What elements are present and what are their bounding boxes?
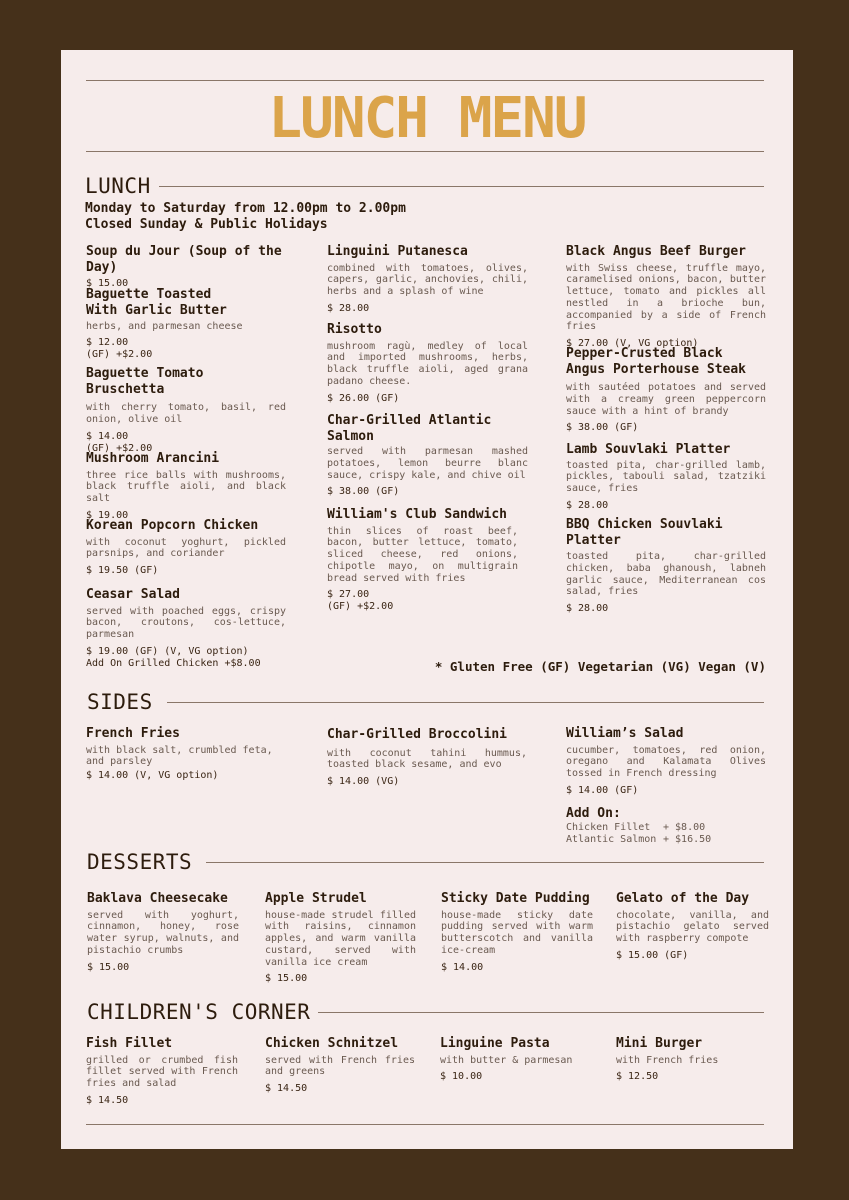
sides-heading-line <box>167 702 764 703</box>
item-description: with Swiss cheese, truffle mayo, caramelised onions, bacon, butter lettuce, tomato and pickles all nestled in a brioche bun, accompanied by a side of French fries <box>566 262 766 333</box>
item-name: Lamb Souvlaki Platter <box>566 442 731 457</box>
item-description: served with French fries and greens <box>265 1054 415 1078</box>
item-name: Mushroom Arancini <box>86 451 220 466</box>
top-divider <box>86 80 764 81</box>
item-price: $ 14.50 <box>86 1094 129 1106</box>
desserts-heading: DESSERTS <box>87 850 193 874</box>
item-description: cucumber, tomatoes, red onion, oregano and Kalamata Olives tossed in French dressing <box>566 744 766 780</box>
item-name: Korean Popcorn Chicken <box>86 518 259 533</box>
item-description: with cherry tomato, basil, red onion, olive oil <box>86 402 286 425</box>
menu-item <box>86 587 286 670</box>
item-name: Baklava Cheesecake <box>87 891 228 906</box>
item-description: toasted pita, char-grilled chicken, baba ghanoush, labneh garlic sauce, Mediterranean cos salad, fries <box>566 551 766 598</box>
sides-section-header <box>87 690 764 714</box>
item-description: mushroom ragù, medley of local and imported mushrooms, herbs, black truffle aioli, aged grana padano cheese. <box>327 340 528 387</box>
addon-heading: Add On: <box>566 806 621 821</box>
bottom-divider <box>86 1124 764 1125</box>
menu-item <box>327 322 528 405</box>
item-description: with black salt, crumbled feta, and parsley <box>86 744 273 768</box>
kids-item <box>440 1036 592 1083</box>
menu-item <box>566 346 766 434</box>
item-price: $ 15.00 <box>87 961 130 973</box>
item-name: Baguette Tomato Bruschetta <box>86 366 204 397</box>
kids-item <box>265 1036 415 1095</box>
addon-price: + $16.50 <box>663 834 712 845</box>
item-price: $ 27.00 <box>327 589 370 601</box>
item-price: $ 15.00 <box>265 973 308 985</box>
item-price: $ 38.00 (GF) <box>327 486 400 498</box>
item-name: Fish Fillet <box>86 1036 173 1051</box>
item-price: $ 28.00 <box>566 499 609 511</box>
item-description: chocolate, vanilla, and pistachio gelato served with raspberry compote <box>616 909 769 945</box>
item-price: $ 28.00 <box>566 603 609 615</box>
item-price: $ 19.00 <box>86 509 129 521</box>
dessert-item <box>616 891 769 962</box>
item-name: Sticky Date Pudding <box>441 891 590 906</box>
item-description: thin slices of roast beef, bacon, butter lettuce, tomato, sliced cheese, red onions, chipotle mayo, on multigrain bread served with fries <box>327 525 518 584</box>
item-price: $ 38.00 (GF) <box>566 422 639 434</box>
item-name: Ceasar Salad <box>86 587 180 602</box>
item-description: with butter & parmesan <box>440 1054 573 1066</box>
item-description: house-made sticky date pudding served with warm butterscotch and vanilla ice-cream <box>441 909 593 956</box>
addon-name: Chicken Fillet <box>566 822 651 833</box>
side-addons <box>566 806 766 846</box>
item-price: $ 28.00 <box>327 302 370 314</box>
item-name: Linguini Putanesca <box>327 244 468 259</box>
menu-item <box>86 451 286 522</box>
lunch-heading-line <box>159 186 764 187</box>
menu-page <box>61 50 793 1149</box>
item-price: $ 14.00 <box>86 430 129 442</box>
item-name: Pepper-Crusted Black Angus Porterhouse Steak <box>566 346 747 377</box>
item-description: house-made strudel filled with raisins, cinnamon apples, and warm vanilla custard, served with vanilla ice cream <box>265 909 416 968</box>
lunch-heading: LUNCH <box>85 174 151 198</box>
lunch-hours <box>85 201 406 233</box>
item-name: Linguine Pasta <box>440 1036 550 1051</box>
addon-row <box>566 834 766 846</box>
hours-line-2: Closed Sunday & Public Holidays <box>85 217 328 232</box>
item-price-option: (GF) +$2.00 <box>86 348 153 360</box>
kids-item <box>86 1036 238 1107</box>
item-price: $ 27.00 (V, VG option) <box>566 338 699 350</box>
item-name: Chicken Schnitzel <box>265 1036 399 1051</box>
item-price: $ 14.00 (VG) <box>327 776 400 788</box>
item-description: herbs, and parmesan cheese <box>86 321 243 332</box>
menu-item <box>327 413 528 498</box>
item-description: with coconut tahini hummus, toasted black sesame, and evo <box>327 747 527 771</box>
item-description: with French fries <box>616 1054 719 1066</box>
item-name: Apple Strudel <box>265 891 367 906</box>
item-price: $ 19.00 (GF) (V, VG option) <box>86 645 249 657</box>
item-name: BBQ Chicken Souvlaki Platter <box>566 517 723 548</box>
item-description: served with parmesan mashed potatoes, lemon beurre blanc sauce, crispy kale, and chive oil <box>327 446 528 481</box>
item-name: William's Club Sandwich <box>327 507 508 522</box>
menu-item <box>327 244 528 315</box>
menu-item <box>566 442 766 512</box>
children-heading: CHILDREN'S CORNER <box>87 1000 311 1024</box>
item-description: with sautéed potatoes and served with a creamy green peppercorn sauce with a hint of brandy <box>566 382 766 417</box>
item-name: William’s Salad <box>566 726 684 741</box>
item-name: Gelato of the Day <box>616 891 750 906</box>
item-price: $ 14.00 (V, VG option) <box>86 770 219 782</box>
menu-item <box>86 366 286 455</box>
item-price: $ 14.00 (GF) <box>566 784 639 796</box>
item-name: Soup du Jour (Soup of the Day) <box>86 244 282 275</box>
item-name: Risotto <box>327 322 382 337</box>
item-price: $ 14.50 <box>265 1083 308 1095</box>
menu-item <box>566 244 766 350</box>
kids-item <box>616 1036 768 1083</box>
item-price: $ 15.00 (GF) <box>616 949 689 961</box>
children-section-header <box>87 1000 764 1024</box>
item-name: Black Angus Beef Burger <box>566 244 747 259</box>
dessert-item <box>441 891 593 974</box>
item-price: $ 10.00 <box>440 1071 483 1083</box>
menu-item <box>86 287 286 361</box>
item-description: with coconut yoghurt, pickled parsnips, and coriander <box>86 536 286 560</box>
side-item <box>86 726 291 782</box>
menu-item <box>566 517 766 615</box>
side-item <box>327 727 527 788</box>
menu-item <box>86 518 286 577</box>
item-price-option: (GF) +$2.00 <box>86 442 153 454</box>
sides-heading: SIDES <box>87 690 153 714</box>
lunch-section-header <box>85 174 764 198</box>
desserts-heading-line <box>206 862 764 863</box>
children-heading-line <box>318 1012 764 1013</box>
item-price: $ 14.00 <box>441 961 484 973</box>
item-description: served with poached eggs, crispy bacon, croutons, cos-lettuce, parmesan <box>86 605 286 641</box>
menu-item <box>86 244 291 290</box>
item-name: Baguette Toasted With Garlic Butter <box>86 287 227 318</box>
addon-row <box>566 822 766 834</box>
page-title: LUNCH MENU <box>268 86 586 151</box>
item-description: grilled or crumbed fish fillet served with French fries and salad <box>86 1054 238 1090</box>
addon-name: Atlantic Salmon <box>566 834 657 845</box>
item-description: combined with tomatoes, olives, capers, garlic, anchovies, chili, herbs and a splash of wine <box>327 262 528 298</box>
hours-line-1: Monday to Saturday from 12.00pm to 2.00pm <box>85 201 406 216</box>
item-addon: Add On Grilled Chicken +$8.00 <box>86 657 261 669</box>
item-price: $ 26.00 (GF) <box>327 392 400 404</box>
dessert-item <box>265 891 416 985</box>
dietary-legend: * Gluten Free (GF) Vegetarian (VG) Vegan (V) <box>434 659 766 674</box>
item-price: $ 12.50 <box>616 1071 659 1083</box>
item-name: Char-Grilled Atlantic Salmon <box>327 413 492 444</box>
item-description: three rice balls with mushrooms, black truffle aioli, and black salt <box>86 469 286 505</box>
menu-item <box>327 507 518 613</box>
title-divider <box>86 151 764 152</box>
item-price: $ 19.50 (GF) <box>86 565 159 577</box>
item-description: toasted pita, char-grilled lamb, pickles, tabouli salad, tzatziki sauce, fries <box>566 459 766 495</box>
item-name: Mini Burger <box>616 1036 703 1051</box>
side-item <box>566 726 766 797</box>
item-price: $ 15.00 <box>86 278 129 289</box>
item-price-option: (GF) +$2.00 <box>327 601 394 613</box>
item-name: French Fries <box>86 726 180 741</box>
item-price: $ 12.00 <box>86 336 129 348</box>
dessert-item <box>87 891 239 974</box>
desserts-section-header <box>87 850 764 874</box>
addon-price: + $8.00 <box>663 822 706 833</box>
item-description: served with yoghurt, cinnamon, honey, rose water syrup, walnuts, and pistachio crumbs <box>87 909 239 956</box>
item-name: Char-Grilled Broccolini <box>327 727 508 742</box>
